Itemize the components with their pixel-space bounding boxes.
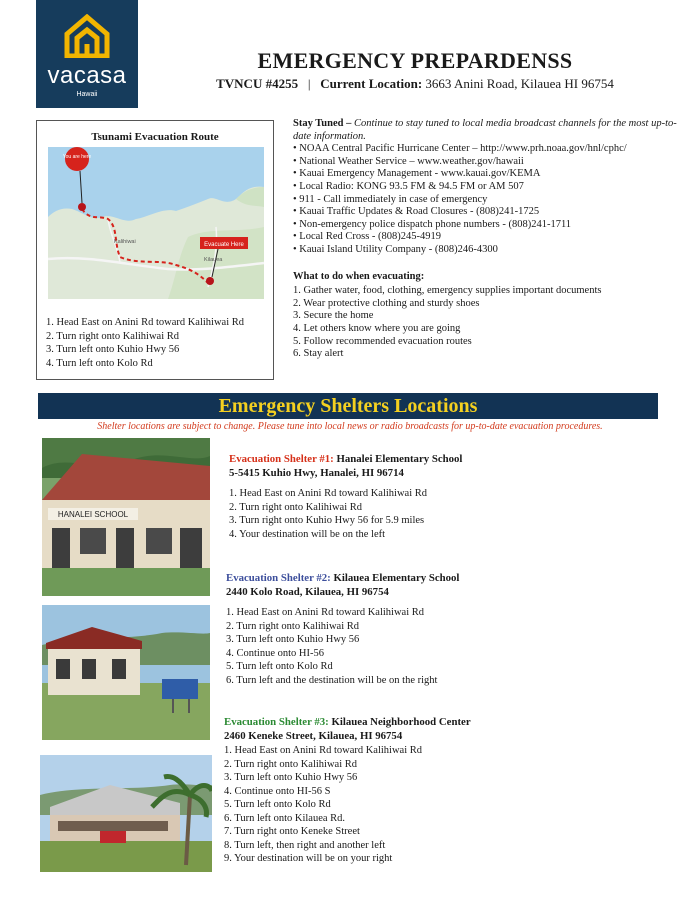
shelter-3-name: Kilauea Neighborhood Center [328,716,471,728]
evacuate-here-label: Evacuate Here [204,242,244,248]
shelter-3-directions [224,744,664,866]
shelter-3-label: Evacuation Shelter #3: [224,716,329,728]
list-item: 4. Your destination will be on the left [229,528,386,540]
list-item: 4. Continue onto HI-56 S [224,785,331,797]
you-are-here-label: You are here [62,154,92,160]
location-label: Current Location: [320,76,423,91]
logo-region: Hawaii [76,91,98,98]
shelter-2-directions [226,606,666,687]
shelter-2-photo [42,605,210,740]
logo-wordmark: vacasa [47,62,127,89]
shelter-1 [229,453,669,541]
evacuating-heading: What to do when evacuating: [293,270,425,282]
shelter-2-name: Kilauea Elementary School [330,572,460,584]
list-item: 5. Turn left onto Kolo Rd [226,661,333,672]
list-item: 3. Secure the home [293,310,374,322]
shelter-2-label: Evacuation Shelter #2: [226,572,331,584]
list-item: 8. Turn left, then right and another left [224,839,386,851]
stay-tuned [293,118,685,143]
list-item: • Non-emergency police dispatch phone numbers - (808)241-1711 [293,218,572,230]
shelter-2-title [226,572,666,586]
list-item: 3. Turn left onto Kuhio Hwy 56 [224,772,358,783]
list-item: 5. Turn left onto Kolo Rd [224,799,331,810]
shelter-1-title [229,453,669,467]
school-sign: HANALEI SCHOOL [57,510,129,519]
shelters-heading: Emergency Shelters Locations [218,395,478,417]
town-kalihiwai: Kalihiwai [114,239,136,245]
list-item: 7. Turn right onto Keneke Street [224,826,360,837]
evacuating-steps [293,285,685,361]
contact-list [293,143,685,256]
shelter-1-label: Evacuation Shelter #1: [229,453,334,465]
shelter-1-directions [229,487,669,541]
list-item: • National Weather Service – www.weather.gov/hawaii [293,155,524,167]
stay-tuned-text: Continue to stay tuned to local media broadcast channels for the most up-to-date information. [293,118,677,142]
tsunami-steps [46,316,244,370]
list-item: 1. Head East on Anini Rd toward Kalihiwai Rd [46,317,245,328]
list-item: 1. Head East on Anini Rd toward Kalihiwai Rd [229,488,428,499]
house-icon [63,14,111,58]
list-item: • Kauai Island Utility Company - (808)246-4300 [293,243,498,255]
shelter-2 [226,572,666,687]
list-item: • NOAA Central Pacific Hurricane Center – http://www.prh.noaa.gov/hnl/cphc/ [293,143,627,155]
list-item: 1. Head East on Anini Rd toward Kalihiwai Rd [224,745,423,756]
list-item: 6. Turn left onto Kilauea Rd. [224,812,346,824]
separator: | [307,76,311,91]
shelter-3-photo [40,755,212,872]
list-item: 4. Turn left onto Kolo Rd [46,357,153,369]
page-title: EMERGENCY PREPARDENSS [257,48,573,73]
list-item: 5. Follow recommended evacuation routes [293,335,472,347]
shelter-1-photo [42,438,210,596]
evacuation-map [48,147,264,299]
shelters-notice: Shelter locations are subject to change. Please tune into local news or radio broadcasts for up-to-date evacuation procedures. [97,421,603,432]
list-item: 1. Gather water, food, clothing, emergency supplies important documents [293,285,602,297]
shelter-1-name: Hanalei Elementary School [333,453,463,465]
location-value: 3663 Anini Road, Kilauea HI 96754 [425,76,614,91]
tsunami-route-panel [36,120,274,380]
shelters-banner [38,393,658,419]
list-item: 2. Turn right onto Kalihiwai Rd [46,330,180,342]
list-item: 9. Your destination will be on your right [224,853,393,864]
stay-tuned-label: Stay Tuned – [293,118,352,129]
vacasa-logo [36,0,138,108]
shelter-3-address: 2460 Keneke Street, Kilauea, HI 96754 [224,729,403,742]
list-item: • Kauai Traffic Updates & Road Closures - (808)241-1725 [293,206,540,218]
list-item: 3. Turn left onto Kuhio Hwy 56 [46,344,180,355]
shelter-3-title [224,716,664,730]
list-item: 4. Let others know where you are going [293,322,461,334]
list-item: • Local Red Cross - (808)245-4919 [293,231,442,243]
list-item: 2. Turn right onto Kalihiwai Rd [224,758,358,770]
tsunami-title: Tsunami Evacuation Route [91,131,219,143]
shelter-2-address: 2440 Kolo Road, Kilauea, HI 96754 [226,585,389,598]
list-item: 3. Turn right onto Kuhio Hwy 56 for 5.9 miles [229,515,425,526]
list-item: • 911 - Call immediately in case of emergency [293,193,488,205]
list-item: 2. Wear protective clothing and sturdy shoes [293,297,480,309]
list-item: • Kauai Emergency Management - www.kauai.gov/KEMA [293,168,541,180]
list-item: 2. Turn right onto Kalihiwai Rd [226,620,360,632]
shelter-3 [224,716,664,866]
unit-id: TVNCU #4255 [216,76,299,91]
town-kilauea: Kilauea [204,257,223,263]
list-item: 1. Head East on Anini Rd toward Kalihiwai Rd [226,607,425,618]
list-item: 3. Turn left onto Kuhio Hwy 56 [226,634,360,645]
list-item: 6. Turn left and the destination will be on the right [226,674,438,686]
list-item: 4. Continue onto HI-56 [226,647,324,659]
list-item: 6. Stay alert [293,348,344,360]
list-item: 2. Turn right onto Kalihiwai Rd [229,501,363,513]
property-line [150,76,680,92]
preparedness-info [293,118,685,361]
list-item: • Local Radio: KONG 93.5 FM & 94.5 FM or AM 507 [293,180,524,192]
shelter-1-address: 5-5415 Kuhio Hwy, Hanalei, HI 96714 [229,466,404,479]
